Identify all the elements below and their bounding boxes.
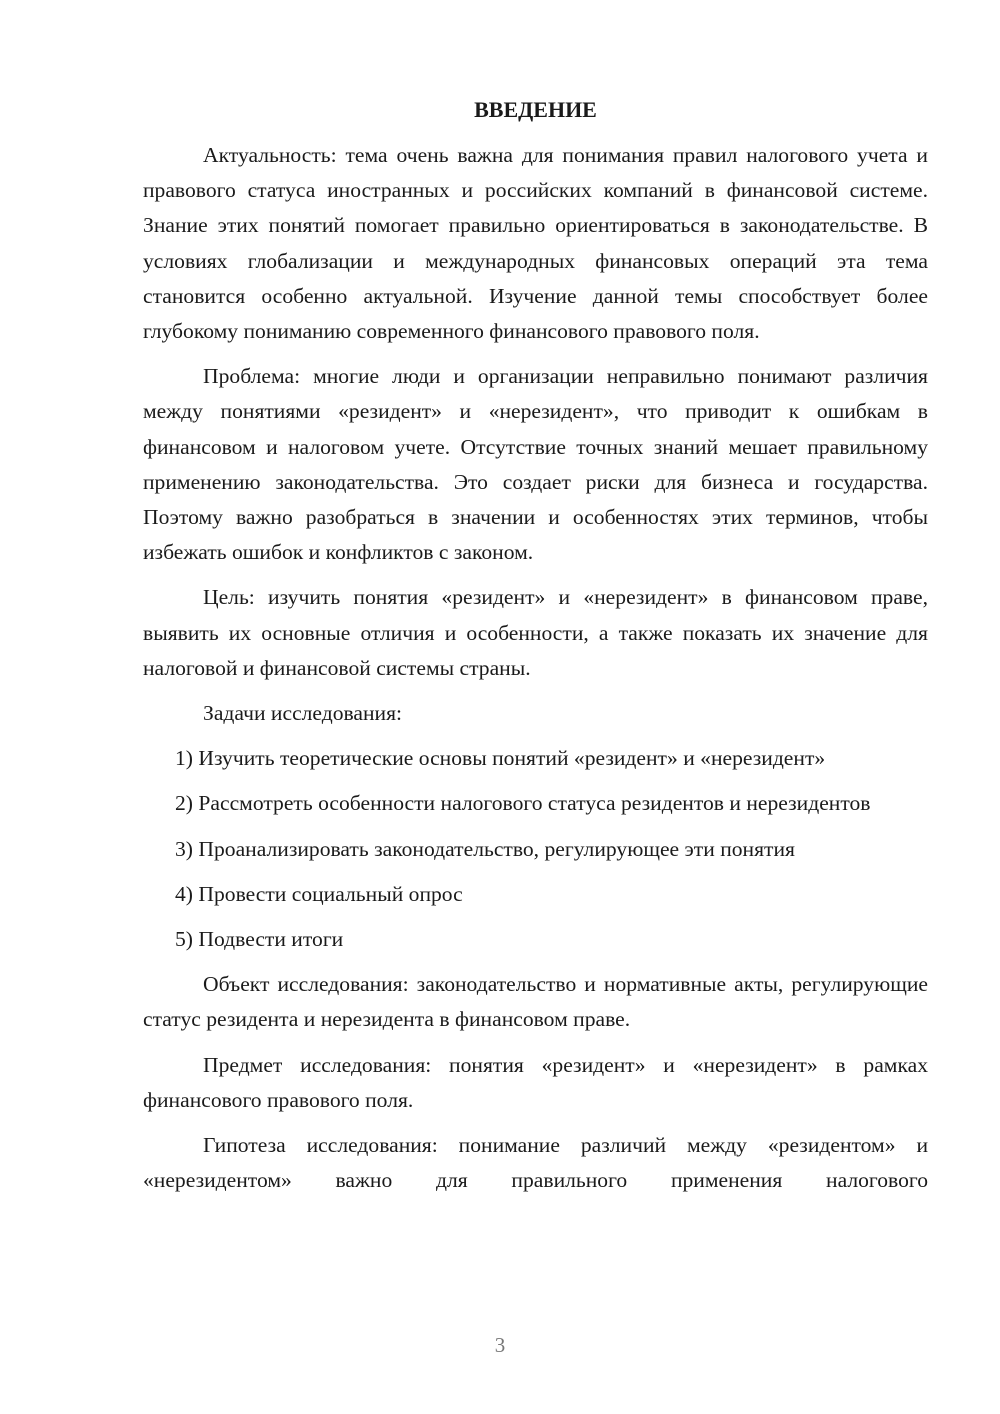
document-page	[143, 94, 928, 1208]
object-paragraph: Объект исследования: законодательство и нормативные акты, регулирующие статус резидента и нерезидента в финансовом праве.	[143, 972, 928, 1032]
hypothesis-paragraph: Гипотеза исследования: понимание различий между «резидентом» и «нерезидентом» важно для правильного применения налогового	[143, 1133, 928, 1193]
task-item-2: 2) Рассмотреть особенности налогового статуса резидентов и нерезидентов	[175, 791, 871, 816]
page-number: 3	[494, 1333, 506, 1357]
task-item-3: 3) Проанализировать законодательство, регулирующее эти понятия	[175, 836, 795, 861]
tasks-label: Задачи исследования:	[203, 701, 403, 726]
task-item-1: 1) Изучить теоретические основы понятий «резидент» и «нерезидент»	[175, 746, 826, 771]
section-heading: ВВЕДЕНИЕ	[474, 97, 597, 122]
relevance-paragraph: Актуальность: тема очень важна для понимания правил налогового учета и правового статуса иностранных и российских компаний в финансовой системе. Знание этих понятий помогает правильно ориентироваться в законодательстве. В условиях глобализации и международных финансовых операций эта тема становится особенно актуальной. Изучение данной темы способствует более глубокому пониманию современного финансового правового поля.	[143, 143, 928, 344]
problem-paragraph: Проблема: многие люди и организации неправильно понимают различия между понятиями «резидент» и «нерезидент», что приводит к ошибкам в финансовом и налоговом учете. Отсутствие точных знаний мешает правильному применению законодательства. Это создает риски для бизнеса и государства. Поэтому важно разобраться в значении и особенностях этих терминов, чтобы избежать ошибок и конфликтов с законом.	[143, 364, 928, 565]
goal-paragraph: Цель: изучить понятия «резидент» и «нерезидент» в финансовом праве, выявить их основные отличия и особенности, а также показать их значение для налоговой и финансовой системы страны.	[143, 585, 928, 680]
task-item-4: 4) Провести социальный опрос	[175, 881, 463, 906]
task-item-5: 5) Подвести итоги	[175, 927, 344, 952]
subject-paragraph: Предмет исследования: понятия «резидент» и «нерезидент» в рамках финансового правового поля.	[143, 1052, 928, 1112]
